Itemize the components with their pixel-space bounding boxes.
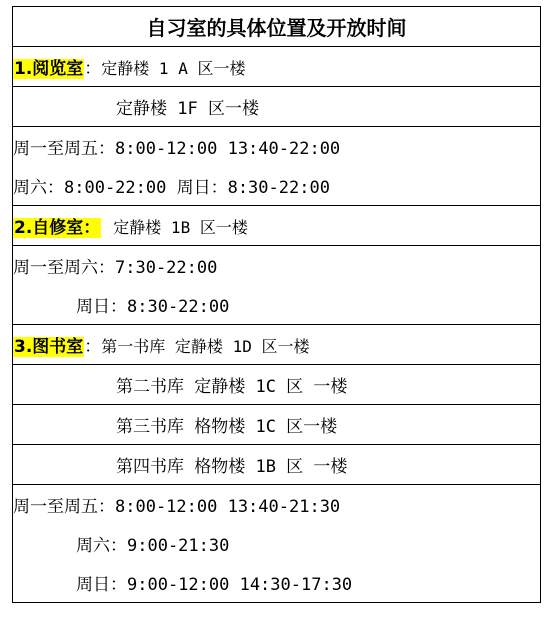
schedule-table xyxy=(12,6,541,603)
hours-library-weekday: 周一至周五：8:00-12:00 13:40-21:30 xyxy=(13,485,541,525)
room-extra-location-reading: 定静楼 1F 区一楼 xyxy=(13,87,541,127)
room-location-reading: 定静楼 1 A 区一楼 xyxy=(101,59,246,78)
hours-row-reading-2 xyxy=(13,166,541,206)
hours-study-weekday: 周一至周六：7:30-22:00 xyxy=(13,246,541,286)
hours-library-saturday: 周六：9:00-21:30 xyxy=(13,524,541,563)
document-title: 自习室的具体位置及开放时间 xyxy=(13,7,541,47)
room-label-colon-library: ： xyxy=(84,337,102,357)
hours-row-reading-1 xyxy=(13,127,541,167)
hours-row-library-2 xyxy=(13,524,541,563)
room-location-library: 第一书库 定静楼 1D 区一楼 xyxy=(101,337,310,356)
hours-row-study-1 xyxy=(13,246,541,286)
room-row-reading xyxy=(13,47,541,87)
room-cell-reading xyxy=(13,47,541,87)
hours-row-library-1 xyxy=(13,485,541,525)
room-label-reading: 1.阅览室 xyxy=(14,59,84,79)
hours-row-study-2 xyxy=(13,285,541,325)
room-row-study xyxy=(13,206,541,246)
room-cell-library xyxy=(13,325,541,365)
hours-study-sunday: 周日：8:30-22:00 xyxy=(13,285,541,325)
room-extra-row-library-2 xyxy=(13,405,541,445)
room-label-study: 2.自修室： xyxy=(14,218,101,238)
hours-reading-weekday: 周一至周五：8:00-12:00 13:40-22:00 xyxy=(13,127,541,167)
room-cell-study xyxy=(13,206,541,246)
title-row xyxy=(13,7,541,47)
room-extra-row-reading xyxy=(13,87,541,127)
hours-library-sunday: 周日：9:00-12:00 14:30-17:30 xyxy=(13,563,541,603)
hours-row-library-3 xyxy=(13,563,541,603)
room-extra-location-library-1: 第二书库 定静楼 1C 区 一楼 xyxy=(13,365,541,405)
room-extra-row-library-1 xyxy=(13,365,541,405)
room-extra-location-library-2: 第三书库 格物楼 1C 区一楼 xyxy=(13,405,541,445)
room-extra-row-library-3 xyxy=(13,445,541,485)
hours-reading-weekend: 周六：8:00-22:00 周日：8:30-22:00 xyxy=(13,166,541,206)
room-row-library xyxy=(13,325,541,365)
room-extra-location-library-3: 第四书库 格物楼 1B 区 一楼 xyxy=(13,445,541,485)
room-label-library: 3.图书室 xyxy=(14,337,84,357)
room-label-colon-reading: ： xyxy=(84,59,102,79)
room-location-study: 定静楼 1B 区一楼 xyxy=(113,218,248,237)
